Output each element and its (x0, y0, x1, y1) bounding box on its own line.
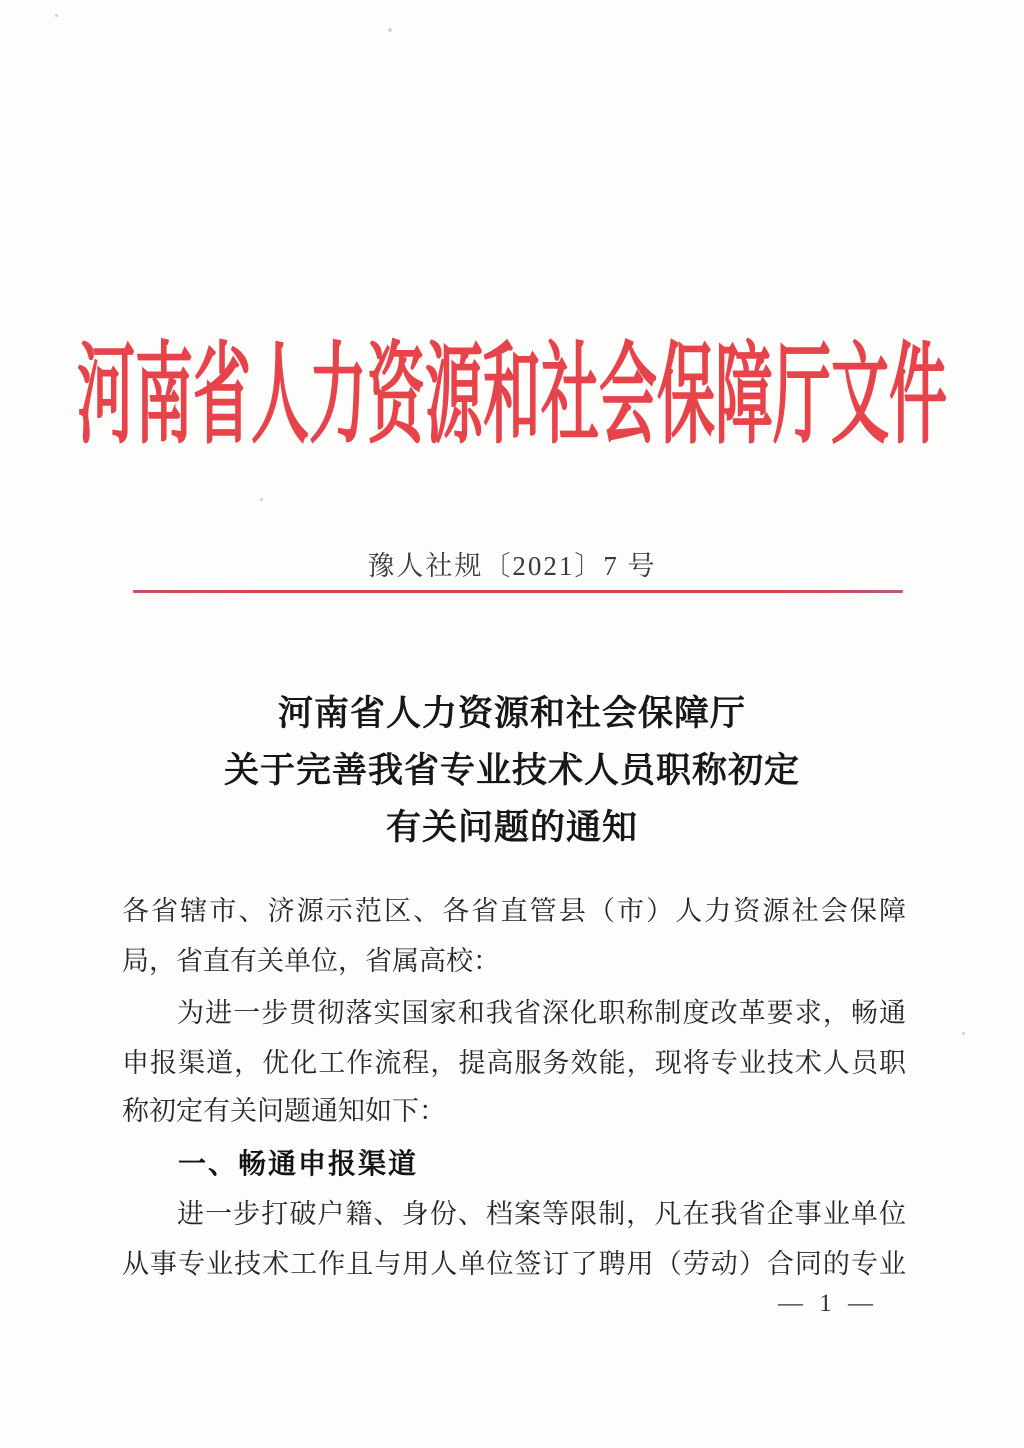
section-heading: 一、畅通申报渠道 (178, 1148, 419, 1179)
body-line-salutation-2: 局，省直有关单位，省属高校： (122, 946, 500, 976)
body-line-paragraph: 称初定有关问题通知如下： (122, 1096, 446, 1126)
scan-speck (260, 498, 263, 501)
body-line-paragraph: 申报渠道，优化工作流程，提高服务效能，现将专业技术人员职 (122, 1048, 906, 1078)
scan-speck (962, 1032, 965, 1035)
doc-number: 豫人社规〔2021〕7 号 (367, 551, 657, 581)
document-title-line-3: 有关问题的通知 (385, 808, 638, 847)
page-number: — 1 — (778, 1290, 878, 1317)
document-title-line-1: 河南省人力资源和社会保障厅 (277, 694, 746, 733)
body-line-paragraph: 为进一步贯彻落实国家和我省深化职称制度改革要求，畅通 (177, 998, 906, 1028)
document-title-line-2: 关于完善我省专业技术人员职称初定 (223, 751, 800, 790)
body-line-paragraph: 进一步打破户籍、身份、档案等限制，凡在我省企事业单位 (177, 1199, 906, 1229)
body-line-salutation-1: 各省辖市、济源示范区、各省直管县（市）人力资源社会保障 (122, 896, 906, 926)
scan-speck (55, 14, 58, 17)
scan-speck (388, 28, 392, 32)
agency-banner: 河南省人力资源和社会保障厅文件 (76, 334, 947, 458)
red-divider-line (133, 590, 903, 593)
body-line-paragraph: 从事专业技术工作且与用人单位签订了聘用（劳动）合同的专业 (122, 1249, 906, 1279)
